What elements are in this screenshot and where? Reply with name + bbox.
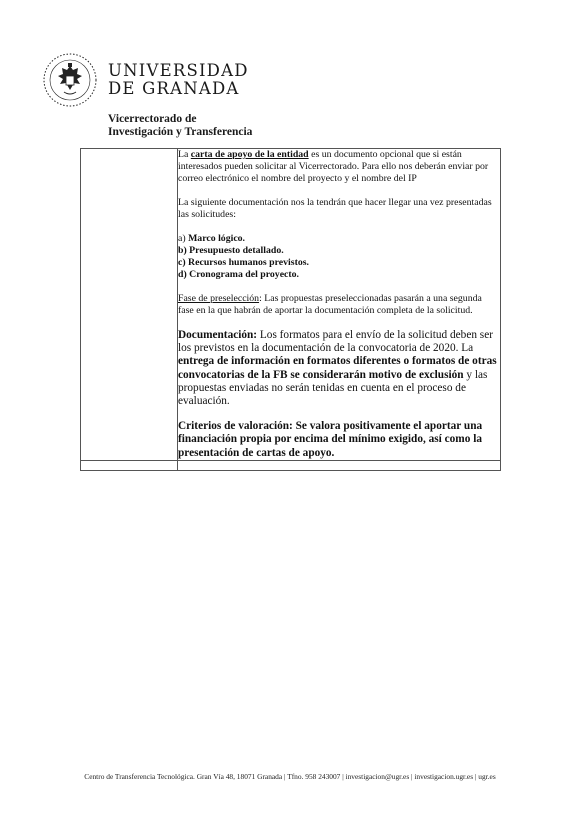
list-b-text: b) Presupuesto detallado. bbox=[178, 245, 284, 256]
support-letter-term: carta de apoyo de la entidad bbox=[190, 149, 309, 160]
university-name-line1: UNIVERSIDAD bbox=[108, 61, 249, 80]
letterhead bbox=[42, 52, 282, 112]
list-item-a bbox=[178, 233, 500, 245]
table-cell-empty bbox=[178, 460, 501, 470]
table-cell-content bbox=[178, 149, 501, 461]
documentation-text2: y las propuestas enviadas no serán tenidas en cuenta en el proceso de evaluación. bbox=[178, 368, 488, 408]
content-table bbox=[80, 148, 501, 471]
list-item-b bbox=[178, 245, 500, 257]
preselection-paragraph bbox=[178, 293, 500, 317]
table-cell-left bbox=[81, 460, 178, 470]
list-d-text: d) Cronograma del proyecto. bbox=[178, 269, 299, 280]
documentation-paragraph bbox=[178, 329, 500, 408]
university-name-line2: DE GRANADA bbox=[108, 79, 240, 98]
university-seal-icon bbox=[42, 52, 98, 108]
list-a-prefix: a) bbox=[178, 233, 189, 244]
criteria-paragraph bbox=[178, 420, 500, 460]
vice-rectorate-title bbox=[108, 113, 252, 138]
support-letter-paragraph bbox=[178, 149, 500, 185]
preselection-label: Fase de preselección bbox=[178, 293, 260, 304]
documentation-label: Documentación: bbox=[178, 329, 258, 341]
p1-text: es un documento opcional que si están interesados pueden solicitar al Vicerrectorado. Para ello nos deberán enviar por correo electrónico el nombre del proyecto y el nombre del IP bbox=[178, 149, 489, 184]
criteria-text: Criterios de valoración: Se valora positivamente el aportar una financiación propia por encima del mínimo exigido, así como la presentación de cartas de apoyo. bbox=[178, 420, 483, 459]
page-footer: Centro de Transferencia Tecnológica. Gran Vía 48, 18071 Granada | Tfno. 958 243007 | investigacion@ugr.es | investigacion.ugr.es | ugr.es bbox=[84, 772, 496, 781]
list-a-text: Marco lógico. bbox=[188, 233, 246, 244]
documentation-exclusion: entrega de información en formatos diferentes o formatos de otras convocatorias de la FB se considerarán motivo de exclusión bbox=[178, 355, 497, 381]
documentation-text1: Los formatos para el envío de la solicitud deben ser los previstos en la documentación de la convocatoria de 2020. La bbox=[178, 329, 493, 355]
list-item-c bbox=[178, 257, 500, 269]
table-row bbox=[81, 149, 501, 461]
list-item-d bbox=[178, 269, 500, 281]
university-name bbox=[108, 62, 249, 98]
list-c-text: c) Recursos humanos previstos. bbox=[178, 257, 309, 268]
p1-prefix: La bbox=[178, 149, 191, 160]
table-cell-left bbox=[81, 149, 178, 461]
vice-line1: Vicerrectorado de bbox=[108, 113, 197, 125]
table-row bbox=[81, 460, 501, 470]
vice-line2: Investigación y Transferencia bbox=[108, 125, 253, 138]
documentation-intro: La siguiente documentación nos la tendrán que hacer llegar una vez presentadas las solicitudes: bbox=[178, 197, 492, 220]
preselection-text: : Las propuestas preseleccionadas pasarán a una segunda fase en la que habrán de aportar la documentación completa de la solicitud. bbox=[178, 293, 482, 316]
